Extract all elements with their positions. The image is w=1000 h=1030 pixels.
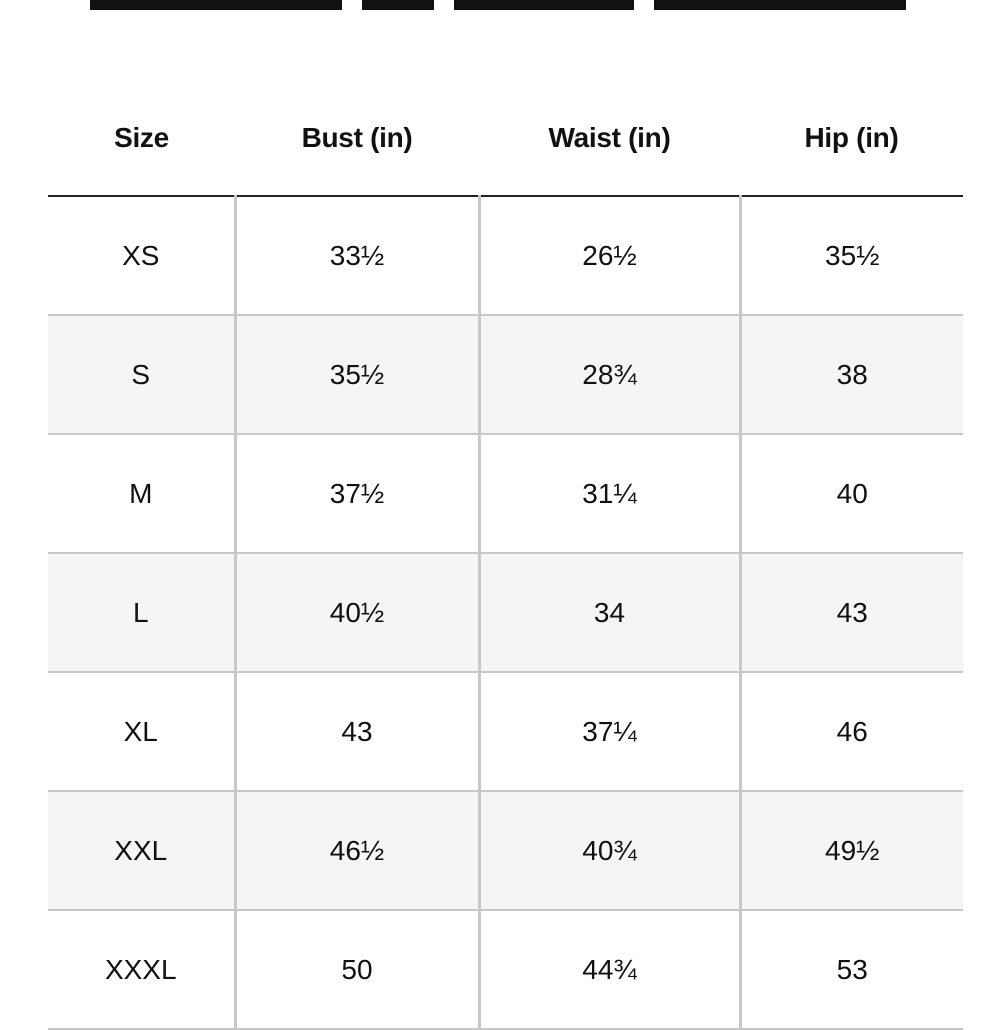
waist-cell: 28¾ bbox=[479, 315, 740, 434]
hip-cell: 38 bbox=[740, 315, 963, 434]
partial-title-cut-off bbox=[90, 0, 906, 4]
header-bust: Bust (in) bbox=[235, 80, 479, 196]
size-cell: S bbox=[48, 315, 235, 434]
waist-cell: 34 bbox=[479, 553, 740, 672]
bust-cell: 43 bbox=[235, 672, 479, 791]
header-hip: Hip (in) bbox=[740, 80, 963, 196]
waist-cell: 44¾ bbox=[479, 910, 740, 1029]
table-row bbox=[48, 672, 963, 791]
waist-cell: 26½ bbox=[479, 196, 740, 315]
bust-cell: 40½ bbox=[235, 553, 479, 672]
bust-cell: 46½ bbox=[235, 791, 479, 910]
bust-cell: 35½ bbox=[235, 315, 479, 434]
size-cell: XL bbox=[48, 672, 235, 791]
waist-cell: 40¾ bbox=[479, 791, 740, 910]
table-row bbox=[48, 910, 963, 1029]
table-row bbox=[48, 553, 963, 672]
table-row bbox=[48, 434, 963, 553]
size-cell: XXL bbox=[48, 791, 235, 910]
table-row bbox=[48, 791, 963, 910]
table-row bbox=[48, 196, 963, 315]
waist-cell: 31¼ bbox=[479, 434, 740, 553]
header-waist: Waist (in) bbox=[479, 80, 740, 196]
size-cell: XXXL bbox=[48, 910, 235, 1029]
bust-cell: 50 bbox=[235, 910, 479, 1029]
size-cell: M bbox=[48, 434, 235, 553]
header-size: Size bbox=[48, 80, 235, 196]
bust-cell: 33½ bbox=[235, 196, 479, 315]
size-chart-table bbox=[48, 80, 963, 1030]
hip-cell: 49½ bbox=[740, 791, 963, 910]
size-cell: XS bbox=[48, 196, 235, 315]
bust-cell: 37½ bbox=[235, 434, 479, 553]
table-header-row bbox=[48, 80, 963, 196]
table-row bbox=[48, 315, 963, 434]
hip-cell: 40 bbox=[740, 434, 963, 553]
size-cell: L bbox=[48, 553, 235, 672]
waist-cell: 37¼ bbox=[479, 672, 740, 791]
hip-cell: 53 bbox=[740, 910, 963, 1029]
hip-cell: 35½ bbox=[740, 196, 963, 315]
hip-cell: 46 bbox=[740, 672, 963, 791]
hip-cell: 43 bbox=[740, 553, 963, 672]
